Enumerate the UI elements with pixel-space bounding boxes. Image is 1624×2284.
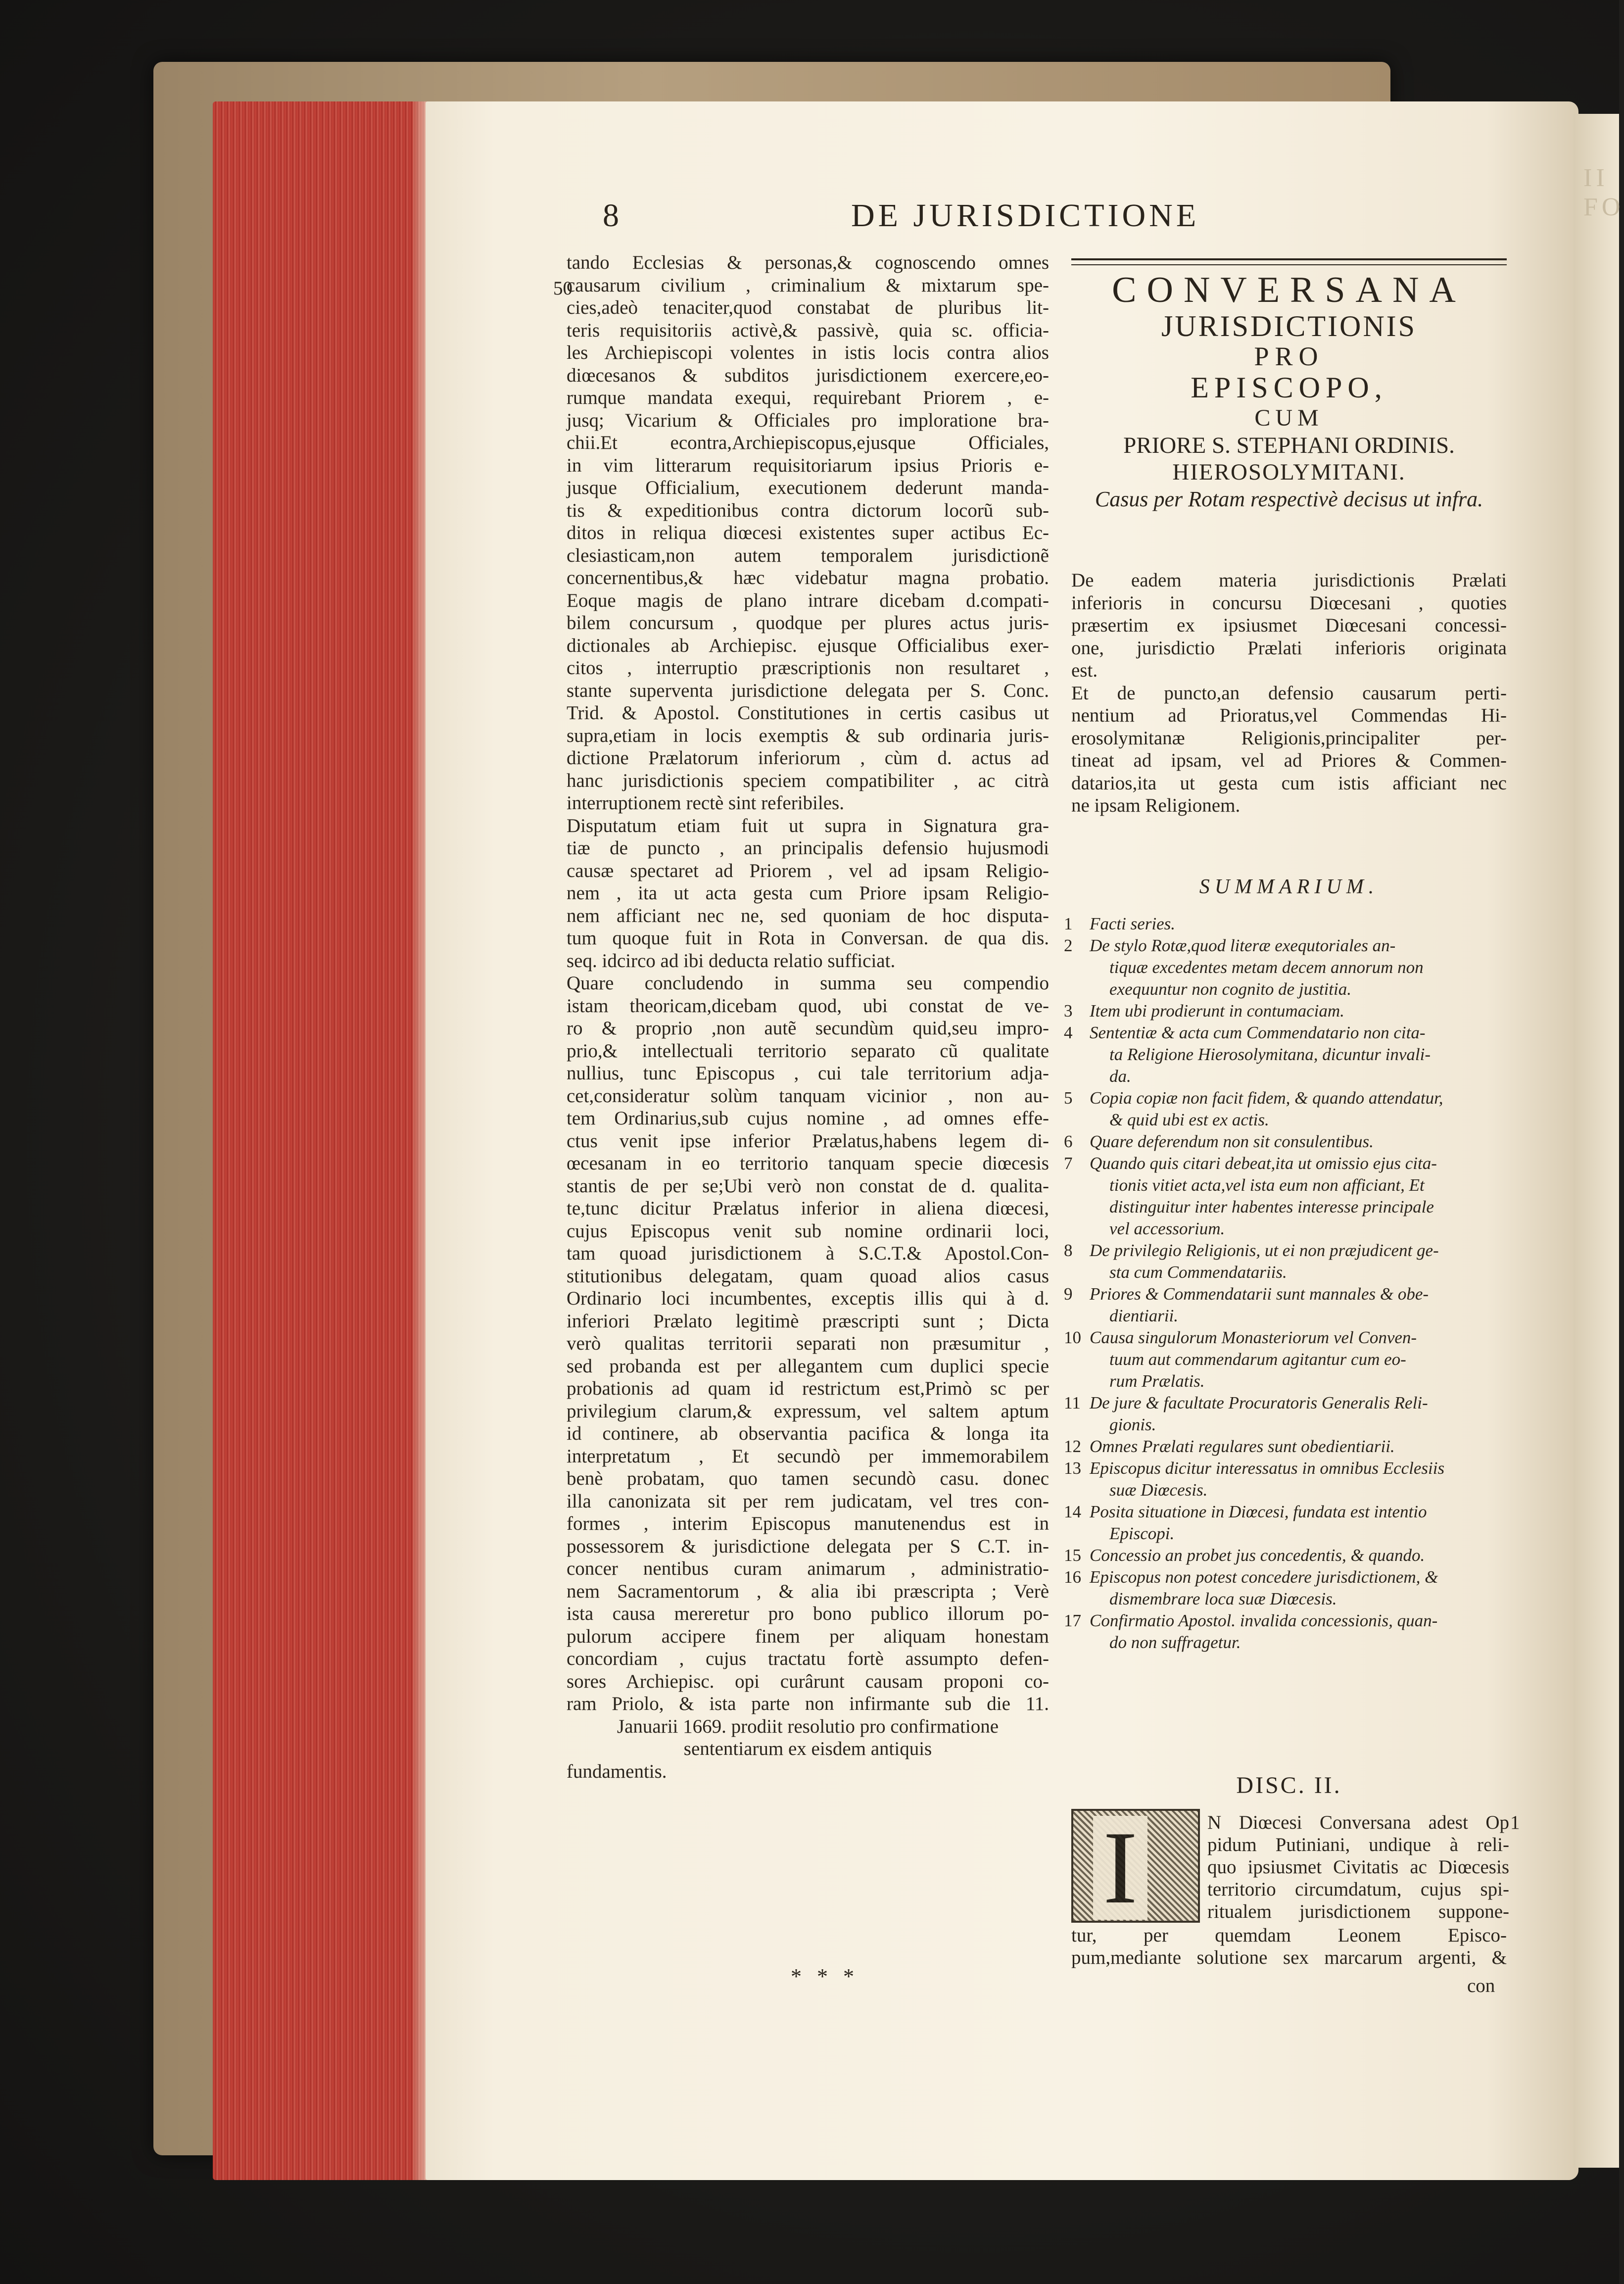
summarium-number: 16 bbox=[1064, 1567, 1081, 1587]
text-line: tiæ de puncto , an principalis defensio hujusmodi bbox=[567, 837, 1049, 859]
summarium-heading: SUMMARIUM. bbox=[1199, 875, 1379, 898]
text-line: Disputatum etiam fuit ut supra in Signatura gra- bbox=[567, 815, 1049, 836]
text-line: ista causa mereretur pro bono publico illorum po- bbox=[567, 1603, 1049, 1624]
summarium-line: Quando quis citari debeat,ita ut omissio ejus cita- bbox=[1090, 1154, 1437, 1173]
summarium-number: 3 bbox=[1064, 1001, 1073, 1021]
summarium-line: & quid ubi est ex actis. bbox=[1109, 1110, 1269, 1129]
summarium-line: De privilegio Religionis, ut ei non præjudicent ge- bbox=[1090, 1241, 1439, 1260]
summarium-number: 13 bbox=[1064, 1458, 1081, 1478]
text-line: Quare concludendo in summa seu compendio bbox=[567, 972, 1049, 994]
summarium-line: Posita situatione in Diœcesi, fundata est intentio bbox=[1090, 1502, 1427, 1521]
text-line: cujus Episcopus venit sub nomine ordinarii loci, bbox=[567, 1220, 1049, 1242]
text-line: concer nentibus curam animarum , administratio- bbox=[567, 1558, 1049, 1579]
summarium-item bbox=[1064, 1022, 1509, 1087]
summarium-line: Copia copiæ non facit fidem, & quando attendatur, bbox=[1090, 1088, 1443, 1108]
summarium-item bbox=[1064, 1392, 1509, 1436]
text-line: concernentibus,& hæc videbatur magna probatio. bbox=[567, 567, 1049, 588]
summarium-line: Causa singulorum Monasteriorum vel Conven- bbox=[1090, 1328, 1417, 1347]
text-line: ro & proprio ,non autẽ secundùm quid,seu impro- bbox=[567, 1018, 1049, 1039]
text-line: dictionales ab Archiepisc. ejusque Officialibus exer- bbox=[567, 634, 1049, 656]
right-text-column bbox=[1071, 569, 1507, 817]
text-line: seq. idcirco ad ibi deducta relatio sufficiat. bbox=[567, 950, 896, 972]
summarium-line: gionis. bbox=[1109, 1415, 1156, 1434]
text-line: concordiam , cujus tractatu fortè assumpto defen- bbox=[567, 1648, 1049, 1669]
summarium-number: 14 bbox=[1064, 1502, 1081, 1521]
summarium-number: 17 bbox=[1064, 1611, 1081, 1630]
text-line: te,tunc dicitur Prælatus inferior in aliena diœcesi, bbox=[567, 1198, 1049, 1219]
title-line: EPISCOPO, bbox=[1191, 371, 1387, 404]
summarium-item bbox=[1064, 1436, 1509, 1458]
summarium-item bbox=[1064, 1545, 1509, 1566]
text-line: præsertim ex ipsiusmet Diœcesani concessi- bbox=[1071, 615, 1507, 636]
text-line: illa canonizata sit per rem judicatam, vel tres con- bbox=[567, 1490, 1049, 1512]
summarium-item bbox=[1064, 1327, 1509, 1392]
text-line: interruptionem rectè sint referibiles. bbox=[567, 792, 844, 814]
text-line: interpretatum , Et secundò per immemorabilem bbox=[567, 1445, 1049, 1467]
summarium-number: 4 bbox=[1064, 1023, 1073, 1042]
text-line: sed probanda est per allegantem cum duplici specie bbox=[567, 1355, 1049, 1377]
text-line: causarum civilium , criminalium & mixtarum spe- bbox=[567, 274, 1049, 296]
facing-page-edge bbox=[1574, 114, 1619, 2168]
facing-page-title-fragment: II FO bbox=[1583, 164, 1624, 221]
text-line: De eadem materia jurisdictionis Prælati bbox=[1071, 570, 1507, 591]
summarium-item bbox=[1064, 1153, 1509, 1240]
summarium-item bbox=[1064, 1610, 1509, 1653]
text-line: tam quoad jurisdictionem à S.C.T.& Apostol.Con- bbox=[567, 1243, 1049, 1264]
text-line: rumque mandata exequi, requirebant Priorem , e- bbox=[567, 387, 1049, 408]
summarium-item bbox=[1064, 1240, 1509, 1283]
text-line: ritualem jurisdictionem suppone- bbox=[1207, 1901, 1509, 1922]
text-line: benè probatam, quo tamen secundò casu. donec bbox=[567, 1468, 1049, 1489]
summarium-line: Quare deferendum non sit consulentibus. bbox=[1090, 1132, 1374, 1151]
summarium-item bbox=[1064, 935, 1509, 1000]
text-line: inferioris in concursu Diœcesani , quoties bbox=[1071, 592, 1507, 614]
summarium-line: rum Prælatis. bbox=[1109, 1371, 1205, 1391]
text-line: causæ spectaret ad Priorem , vel ad ipsam Religio- bbox=[567, 860, 1049, 881]
title-line: PRIORE S. STEPHANI ORDINIS. bbox=[1123, 433, 1455, 458]
text-line: tando Ecclesias & personas,& cognoscendo omnes bbox=[567, 252, 1049, 273]
summarium-item bbox=[1064, 1087, 1509, 1131]
text-line: ram Priolo, & ista parte non infirmante sub die 11. bbox=[567, 1693, 1049, 1714]
text-line: quo ipsiusmet Civitatis ac Diœcesis bbox=[1207, 1856, 1509, 1878]
summarium-line: De stylo Rotæ,quod literæ exequtoriales an- bbox=[1090, 936, 1396, 955]
summarium-number: 6 bbox=[1064, 1132, 1073, 1151]
text-line: in vim litterarum requisitoriarum ipsius Prioris e- bbox=[567, 454, 1049, 476]
summarium-line: tiquæ excedentes metam decem annorum non bbox=[1109, 958, 1424, 977]
summarium-line: vel accessorium. bbox=[1109, 1219, 1225, 1238]
text-line: pulorum accipere finem per aliquam honestam bbox=[567, 1625, 1049, 1647]
title-line: PRO bbox=[1254, 341, 1324, 371]
text-line: inferiori Prælato legitimè præscripti sunt ; Dicta bbox=[567, 1310, 1049, 1332]
text-line: œcesanam in eo territorio tanquam specie diœcesis bbox=[567, 1153, 1049, 1174]
text-line: erosolymitanæ Religionis,principaliter per- bbox=[1071, 727, 1507, 749]
text-line: pum,mediante solutione sex marcarum argenti, & bbox=[1071, 1947, 1507, 1968]
text-line: N Diœcesi Conversana adest Op bbox=[1207, 1812, 1509, 1833]
text-line: one, jurisdictio Prælati inferioris originata bbox=[1071, 637, 1507, 659]
summarium-line: Episcopi. bbox=[1109, 1524, 1175, 1543]
title-line: JURISDICTIONIS bbox=[1161, 310, 1417, 342]
text-line: Eoque magis de plano intrare dicebam d.compati- bbox=[567, 589, 1049, 611]
text-line: Et de puncto,an defensio causarum perti- bbox=[1071, 682, 1507, 704]
text-line: nem , ita ut acta gesta cum Priore ipsam Religio- bbox=[567, 882, 1049, 904]
text-line: pidum Putiniani, undique à reli- bbox=[1207, 1834, 1509, 1855]
summarium-line: ta Religione Hierosolymitana, dicuntur invali- bbox=[1109, 1045, 1431, 1064]
summarium-line: Episcopus non potest concedere jurisdictionem, & bbox=[1090, 1567, 1438, 1587]
text-line: jusq; Vicarium & Officiales pro imploratione bra- bbox=[567, 409, 1049, 431]
text-line: territorio circumdatum, cujus spi- bbox=[1207, 1879, 1509, 1900]
text-line: ditos in reliqua diœcesi existentes super actibus Ec- bbox=[567, 522, 1049, 543]
title-subtitle: Casus per Rotam respectivè decisus ut infra. bbox=[1095, 487, 1483, 511]
text-line: les Archiepiscopi volentes in istis locis contra alios bbox=[567, 342, 1049, 363]
text-line: nem Sacramentorum , & alia ibi præscripta ; Verè bbox=[567, 1580, 1049, 1602]
summarium-line: dismembrare loca suæ Diœcesis. bbox=[1109, 1589, 1337, 1608]
summarium-line: exequuntur non cognito de justitia. bbox=[1109, 979, 1351, 999]
text-line: tis & expeditionibus contra dictorum locorũ sub- bbox=[567, 499, 1049, 521]
summarium-line: dientiarii. bbox=[1109, 1306, 1179, 1325]
text-line: jusque Officialium, executionem dederunt manda- bbox=[567, 477, 1049, 498]
title-rule bbox=[1071, 258, 1507, 265]
summarium-line: sta cum Commendatariis. bbox=[1109, 1263, 1287, 1282]
summarium-item bbox=[1064, 1566, 1509, 1610]
summarium-line: Priores & Commendatarii sunt mannales & obe- bbox=[1090, 1284, 1429, 1304]
text-line: hanc jurisdictionis speciem compatibiliter , ac citrà bbox=[567, 770, 1049, 791]
summarium-line: do non suffragetur. bbox=[1109, 1633, 1241, 1652]
summarium-item bbox=[1064, 1131, 1509, 1153]
summarium-number: 12 bbox=[1064, 1437, 1081, 1456]
summarium-item bbox=[1064, 1501, 1509, 1545]
text-line: sores Archiepisc. opi curârunt causam proponi co- bbox=[567, 1670, 1049, 1692]
text-line: clesiasticam,non autem temporalem jurisdictionẽ bbox=[567, 544, 1049, 566]
margin-number: 50 bbox=[553, 278, 573, 299]
text-line: ne ipsam Religionem. bbox=[1071, 795, 1241, 816]
page-number: 8 bbox=[603, 197, 619, 234]
text-line: chii.Et econtra,Archiepiscopus,ejusque Officiales, bbox=[567, 432, 1049, 453]
summarium-number: 10 bbox=[1064, 1328, 1081, 1347]
summarium-item bbox=[1064, 1458, 1509, 1501]
summarium-line: De jure & facultate Procuratoris Generalis Reli- bbox=[1090, 1393, 1428, 1412]
text-line: cet,consideratur solùm tanquam vicinior , non au- bbox=[567, 1085, 1049, 1107]
summarium-number: 5 bbox=[1064, 1088, 1073, 1108]
text-line: stantis de per se;Ubi verò non constat de d. qualita- bbox=[567, 1175, 1049, 1197]
summarium-list bbox=[1064, 913, 1509, 1653]
text-line: supra,etiam in locis exemptis & sub ordinaria juris- bbox=[567, 725, 1049, 746]
summarium-line: tuum aut commendarum agitantur cum eo- bbox=[1109, 1350, 1406, 1369]
summarium-line: suæ Diœcesis. bbox=[1109, 1480, 1208, 1500]
summarium-number: 7 bbox=[1064, 1154, 1073, 1173]
text-line: istam theoricam,dicebam quod, ubi constat de ve- bbox=[567, 995, 1049, 1017]
summarium-number: 15 bbox=[1064, 1546, 1081, 1565]
summarium-number: 1 bbox=[1064, 914, 1073, 933]
asterism: * * * bbox=[791, 1964, 859, 1989]
summarium-number: 2 bbox=[1064, 936, 1073, 955]
summarium-line: tionis vitiet acta,vel ista eum non afficiant, Et bbox=[1109, 1175, 1425, 1195]
summarium-line: Facti series. bbox=[1090, 914, 1176, 933]
text-line: stante superventa jurisdictione delegata per S. Conc. bbox=[567, 680, 1049, 701]
title-line: CONVERSANA bbox=[1112, 270, 1466, 310]
text-line: verò qualitas territorii separati non præsumitur , bbox=[567, 1333, 1049, 1354]
decorated-initial bbox=[1071, 1809, 1200, 1923]
summarium-number: 11 bbox=[1064, 1393, 1081, 1412]
text-line: id continere, ab observantia pacifica & longa ita bbox=[567, 1423, 1049, 1444]
text-line: formes , interim Episcopus manutenendus est in bbox=[567, 1513, 1049, 1534]
summarium-line: distinguitur inter habentes interesse principale bbox=[1109, 1197, 1434, 1216]
running-head: DE JURISDICTIONE bbox=[851, 197, 1200, 234]
text-line: ctus venit ipse inferior Prælatus,habens legem di- bbox=[567, 1130, 1049, 1152]
disc-text-below-initial bbox=[1071, 1924, 1507, 1969]
text-line: dictione Prælatorum inferiorum , cùm d. actus ad bbox=[567, 747, 1049, 769]
text-line: est. bbox=[1071, 660, 1098, 681]
text-line: Trid. & Apostol. Constitutiones in certis casibus ut bbox=[567, 702, 1049, 724]
title-line: HIEROSOLYMITANI. bbox=[1172, 459, 1406, 485]
catchword: con bbox=[1467, 1975, 1495, 1996]
text-line: nentium ad Prioratus,vel Commendas Hi- bbox=[1071, 705, 1507, 726]
summarium-line: Item ubi prodierunt in contumaciam. bbox=[1090, 1001, 1344, 1021]
text-line: cies,adeò tenaciter,quod constabat de pluribus lit- bbox=[567, 297, 1049, 318]
disc-text-beside-initial bbox=[1207, 1811, 1509, 1923]
left-text-column bbox=[567, 251, 1049, 1783]
text-line: tem Ordinarius,sub cujus nomine , ad omnes effe- bbox=[567, 1108, 1049, 1129]
summarium-item bbox=[1064, 1000, 1509, 1022]
text-line: bilem concursum , quodque per plures actus juris- bbox=[567, 612, 1049, 633]
text-line: stitutionibus delegatam, quam quoad alios casus bbox=[567, 1265, 1049, 1287]
text-line: prio,& intellectuali territorio separato cũ qualitate bbox=[567, 1040, 1049, 1062]
text-line: Ordinario loci incumbentes, exceptis illis qui à d. bbox=[567, 1288, 1049, 1309]
summarium-number: 9 bbox=[1064, 1284, 1073, 1304]
text-line: possessorem & jurisdictione delegata per S C.T. in- bbox=[567, 1535, 1049, 1557]
margin-number: 1 bbox=[1510, 1812, 1520, 1833]
text-line: fundamentis. bbox=[567, 1760, 667, 1782]
summarium-line: da. bbox=[1109, 1067, 1131, 1086]
text-line: privilegium clarum,& expressum, vel saltem aptum bbox=[567, 1400, 1049, 1422]
text-line: citos , interruptio præscriptionis non resultaret , bbox=[567, 657, 1049, 679]
text-line: teris requisitoriis activè,& passivè, quia sc. officia- bbox=[567, 319, 1049, 341]
summarium-line: Sententiæ & acta cum Commendatario non cita- bbox=[1090, 1023, 1426, 1042]
text-line: nullius, tunc Episcopus , cui tale territorium adja- bbox=[567, 1063, 1049, 1084]
summarium-number: 8 bbox=[1064, 1241, 1073, 1260]
case-title bbox=[1071, 270, 1507, 513]
summarium-line: Omnes Prælati regulares sunt obedientiarii. bbox=[1090, 1437, 1395, 1456]
text-line: probationis ad quam id restrictum est,Primò sc per bbox=[567, 1378, 1049, 1399]
summarium-line: Concessio an probet jus concedentis, & quando. bbox=[1090, 1546, 1425, 1565]
title-line: CUM bbox=[1254, 405, 1324, 431]
text-line: sententiarum ex eisdem antiquis bbox=[683, 1738, 932, 1759]
text-line: datarios,ita ut gesta cum istis afficiant nec bbox=[1071, 772, 1507, 794]
red-page-edges bbox=[213, 101, 433, 2180]
text-line: tur, per quemdam Leonem Episco- bbox=[1071, 1925, 1507, 1946]
text-line: Januarii 1669. prodiit resolutio pro confirmatione bbox=[617, 1715, 999, 1737]
initial-letter: I bbox=[1093, 1816, 1147, 1920]
text-line: diœcesanos & subditos jurisdictionem exercere,eo- bbox=[567, 364, 1049, 386]
text-line: tineat ad ipsam, vel ad Priores & Commen- bbox=[1071, 750, 1507, 771]
summarium-item bbox=[1064, 1283, 1509, 1327]
summarium-item bbox=[1064, 913, 1509, 935]
text-line: nem afficiant nec ne, sed quoniam de hoc disputa- bbox=[567, 905, 1049, 926]
disc-heading: DISC. II. bbox=[1236, 1772, 1342, 1798]
summarium-line: Confirmatio Apostol. invalida concessionis, quan- bbox=[1090, 1611, 1438, 1630]
text-line: tum quoque fuit in Rota in Conversan. de qua dis. bbox=[567, 927, 1049, 949]
summarium-line: Episcopus dicitur interessatus in omnibus Ecclesiis bbox=[1090, 1458, 1445, 1478]
